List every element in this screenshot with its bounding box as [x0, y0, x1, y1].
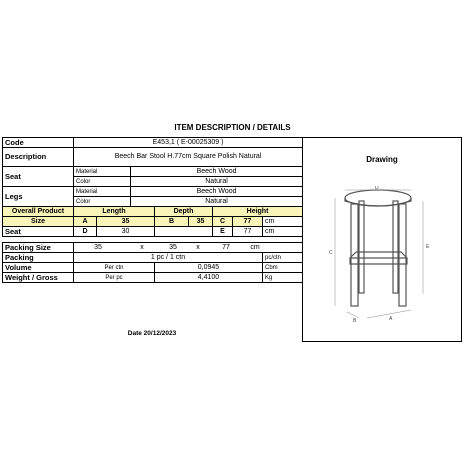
- leg-front-right: [399, 204, 406, 306]
- dim-label-e: E: [426, 244, 430, 250]
- packing-size-label: Packing Size: [3, 243, 74, 253]
- dim-d-letter: D: [74, 227, 97, 237]
- packing-row: [3, 253, 303, 263]
- packing-value: 1 pc / 1 ctn: [74, 253, 263, 263]
- dim-c-letter: C: [213, 217, 233, 227]
- seat-size-empty: [155, 227, 213, 237]
- date-line: Date 20/12/2023: [127, 330, 177, 337]
- height-header: Height: [213, 207, 303, 217]
- dim-d-value: 30: [97, 227, 155, 237]
- dim-a-letter: A: [74, 217, 97, 227]
- dim-a-value: 35: [97, 217, 155, 227]
- packing-height: 77: [222, 243, 230, 251]
- volume-row: [3, 263, 303, 273]
- weight-unit: Kg: [263, 273, 303, 283]
- leg-back-left: [359, 201, 364, 293]
- seat-color-value: Natural: [131, 177, 303, 187]
- sheet-title: ITEM DESCRIPTION / DETAILS: [174, 123, 291, 132]
- spec-table: [2, 137, 303, 283]
- drawing-box: [302, 137, 462, 342]
- dim-e-letter: E: [213, 227, 233, 237]
- packing-width: 35: [169, 243, 177, 251]
- legs-color-value: Natural: [131, 197, 303, 207]
- overall-label-1: Overall Product: [3, 207, 74, 217]
- seat-material-label: Material: [74, 167, 131, 177]
- seat-size-label: Seat: [3, 227, 74, 237]
- description-value: Beech Bar Stool H.77cm Square Polish Natural: [74, 148, 303, 167]
- description-label: Description: [3, 148, 74, 167]
- dim-label-a: A: [389, 316, 393, 322]
- packing-size-unit: cm: [250, 243, 260, 251]
- dim-label-c: C: [329, 250, 333, 256]
- legs-material-row: [3, 187, 303, 197]
- code-value: E453,1 ( E-00025309 ): [74, 138, 303, 148]
- packing-length: 35: [94, 243, 102, 251]
- drawing-title: Drawing: [366, 155, 398, 164]
- depth-header: Depth: [155, 207, 213, 217]
- overall-values-row: [3, 217, 303, 227]
- packing-unit: pc/ctn: [263, 253, 303, 263]
- packing-x-2: x: [196, 243, 200, 251]
- leg-back-right: [393, 201, 398, 293]
- seat-material-row: [3, 167, 303, 177]
- leg-front-left: [351, 204, 358, 306]
- seat-label: Seat: [3, 167, 74, 187]
- volume-label: Volume: [3, 263, 74, 273]
- stool-drawing: [323, 186, 443, 326]
- legs-color-label: Color: [74, 197, 131, 207]
- volume-unit: Cbm: [263, 263, 303, 273]
- dim-e-value: 77: [233, 227, 263, 237]
- weight-sub: Per pc: [74, 273, 155, 283]
- dim-label-d: D: [375, 186, 379, 191]
- description-row: [3, 148, 303, 167]
- dim-label-b: B: [353, 318, 357, 324]
- legs-material-label: Material: [74, 187, 131, 197]
- code-row: [3, 138, 303, 148]
- weight-row: [3, 273, 303, 283]
- dim-b-value: 35: [189, 217, 213, 227]
- seat-size-unit: cm: [263, 227, 303, 237]
- overall-header-row: [3, 207, 303, 217]
- dim-b-letter: B: [155, 217, 189, 227]
- code-label: Code: [3, 138, 74, 148]
- weight-label: Weight / Gross: [3, 273, 74, 283]
- overall-label-2: Size: [3, 217, 74, 227]
- packing-label: Packing: [3, 253, 74, 263]
- packing-x-1: x: [140, 243, 144, 251]
- volume-sub: Per ctn: [74, 263, 155, 273]
- packing-size-row: [3, 243, 303, 253]
- seat-material-value: Beech Wood: [131, 167, 303, 177]
- volume-value: 0,0945: [155, 263, 263, 273]
- legs-material-value: Beech Wood: [131, 187, 303, 197]
- overall-unit: cm: [263, 217, 303, 227]
- seat-color-label: Color: [74, 177, 131, 187]
- weight-value: 4,4100: [155, 273, 263, 283]
- seat-size-row: [3, 227, 303, 237]
- legs-label: Legs: [3, 187, 74, 207]
- length-header: Length: [74, 207, 155, 217]
- dim-c-value: 77: [233, 217, 263, 227]
